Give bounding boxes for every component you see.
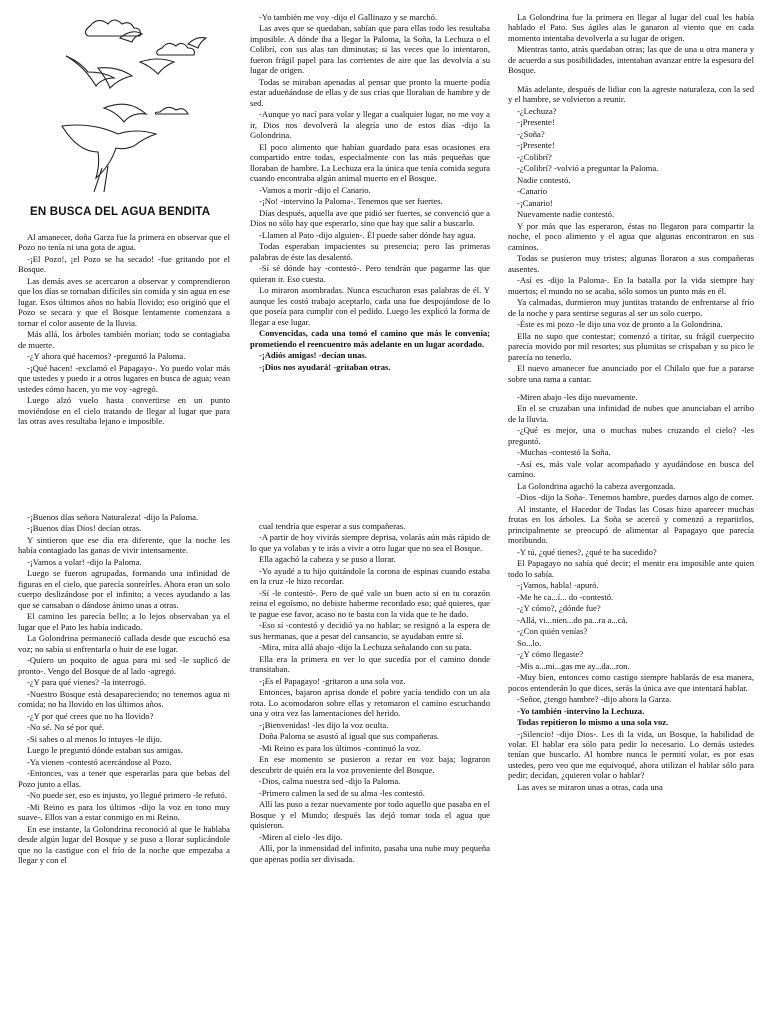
column-1-bottom-text [18, 512, 230, 1018]
paragraph: Luego se fueron agrupadas, formando una infinidad de figuras en el cielo, que parecía sonreírles. Ahora eran un solo cuerpo deslizándose por el infinito; a veces ayudando a las que se cansaban o dándose ánimo unas a otras. [18, 568, 230, 610]
paragraph: -¿Colibrí? -volvió a preguntar la Paloma. [517, 163, 659, 174]
paragraph: -Señor, ¿tengo hambre? -dijo ahora la Garza. [517, 694, 672, 705]
bird-shape [188, 38, 206, 48]
paragraph: -¿Lechuza? [517, 105, 557, 116]
paragraph: Ella era la primera en ver lo que sucedía por el camino donde transitaban. [250, 653, 490, 675]
paragraph: En ese instante, la Golondrina reconoció al que le hablaba desde algún lugar del Bosque y se puso a llorar suplicándole que no la castigue con el frío de la noche que empezaba a llegar y con el [18, 823, 230, 866]
paragraph: Convencidas, cada una tomó el camino que más le convenía; prometiendo el reencuentro más adelante en un lugar acordado. [250, 328, 490, 349]
paragraph: -¿Y ahora qué hacemos? -preguntó la Paloma. [27, 351, 186, 362]
paragraph: Luego le preguntó dónde estaban sus amigas. [27, 745, 183, 756]
paragraph: -Miren al cielo -les dijo. [259, 831, 343, 842]
paragraph: -Mis a...mi...gas me ay...da...ron. [517, 660, 630, 671]
paragraph: -¡No! -intervino la Paloma-. Tenemos que ser fuertes. [259, 196, 443, 207]
paragraph: -¿Soña? [517, 128, 545, 139]
paragraph: -Éste es mi pozo -le dijo una voz de pronto a la Golondrina. [517, 319, 723, 330]
paragraph: Ella agachó la cabeza y se puso a llorar. [259, 554, 396, 565]
paragraph: Doña Paloma se asustó al igual que sus compañeras. [259, 731, 440, 742]
paragraph: -¡Es el Papagayo! -gritaron a una sola voz. [259, 675, 406, 686]
paragraph: -Me he ca...í... do -contestó. [517, 591, 614, 602]
paragraph: -¡Silencio! -dijo Dios-. Les di la vida, un Bosque, la habilidad de volar. El hablar era sólo para pedir lo necesario. Lo demás ustedes tenían que buscarlo. Al hombre nunca le permití volar, es por esas ustedes, pero veo que me equivoqué, ahora utilizan el hablar sólo para pedir; decidan, ¿quieren volar o hablar? [508, 728, 754, 781]
paragraph: -¡Vamos a volar! -dijo la Paloma. [27, 556, 142, 567]
paragraph: -Ya vienen -contestó acercándose al Pozo. [27, 756, 172, 767]
paragraph: La Golondrina permaneció callada desde que escuchó esa voz; no sabía si enfrentarla o huir de ese lugar. [18, 633, 230, 654]
paragraph: -¡Dios nos ayudará! -gritaban otras. [259, 361, 391, 372]
cloud-shape [157, 43, 195, 55]
bird-shape [120, 32, 142, 42]
paragraph: Allí las puso a rezar nuevamente por todo aquello que pasaba en el Bosque y el Mundo; después las dejó tomar toda el agua que quisieron. [250, 799, 490, 831]
bird-shape [104, 104, 146, 122]
paragraph: Entonces, bajaron aprisa donde el pobre yacía tendido con un ala rota. Lo acomodaron sobre ellas y retomaron el camino escuchando una y otra vez las lamentaciones del herido. [250, 687, 490, 719]
column-1-top-text [18, 232, 230, 500]
paragraph: Allí, por la inmensidad del infinito, pasaba una nube muy pequeña que apenas podía ser divisada. [250, 843, 490, 864]
paragraph: Más allá, los árboles también morían; todo se contagiaba de muerte. [18, 329, 230, 350]
paragraph: -¡Presente! [517, 140, 555, 151]
paragraph: Ya calmadas, durmieron muy juntitas tratando de enfrentarse al frío de la noche y para sentirse seguras al ser un solo cuerpo. [508, 297, 754, 318]
paragraph: Más adelante, después de lidiar con la agreste naturaleza, con la sed y el hambre, se volvieron a reunir. [508, 83, 754, 105]
document-title: EN BUSCA DEL AGUA BENDITA [30, 206, 211, 218]
paragraph: -Miren abajo -les dijo nuevamente. [517, 391, 638, 402]
paragraph: -No sé. No sé por qué. [27, 722, 105, 733]
paragraph: -Si sabes o al menos lo intuyes -le dijo. [27, 733, 162, 744]
paragraph: -Yo también me voy -dijo el Gallinazo y se marchó. [259, 12, 438, 22]
paragraph: Mientras tanto, atrás quedaban otras; las que de una u otra manera y de acuerdo a sus posibilidades, intentaban avanzar entre la espesura del Bosque. [508, 44, 754, 76]
paragraph: cual tendría que esperar a sus compañeras. [259, 521, 406, 531]
paragraph: -Sí -le contestó-. Pero de qué vale un buen acto si en tu corazón reina el egoísmo, no debiste haberme recordado eso; qué quieres, que te pague ese favor, acaso no te basta con la vida que te he dado. [250, 587, 490, 619]
paragraph: -¿Con quién venías? [517, 626, 588, 637]
paragraph: -Nuestro Bosque está desapareciendo; no tenemos agua ni comida; no ha llovido en los últimos años. [18, 688, 230, 710]
paragraph: -Aunque yo nací para volar y llegar a cualquier lugar, no me voy a ir, Dios nos devolverá la alegría uno de estos días -dijo la Golondrina. [250, 109, 490, 141]
column-3-text [508, 12, 754, 1016]
column-2-bottom-text [250, 521, 490, 1016]
paragraph: -Yo ayudé a tu hijo quitándole la corona de espinas cuando estaba en la cruz -le hizo recordar. [250, 565, 490, 587]
paragraph: -Entonces, vas a tener que esperarlas para que bebas del Pozo junto a ellas. [18, 768, 230, 789]
paragraph: Las aves se miraron unas a otras, cada una [517, 781, 663, 792]
paragraph: Ella no supo que contestar; comenzó a tiritar, su frágil cuerpecito parecía movido por mil resortes; sus plumitas se crispaban y su pico le parecía no tenerlo. [508, 330, 754, 362]
heron-legs [94, 166, 108, 192]
paragraph: -Llamen al Pato -dijo alguien-. Él puede saber dónde hay agua. [259, 229, 476, 240]
paragraph: -Mi Reino es para los últimos -dijo la voz en tono muy suave-. Ellos van a estar conmigo en mi Reino. [18, 801, 230, 823]
paragraph: -Dios, calma nuestra sed -dijo la Paloma. [259, 776, 401, 787]
flying-birds-illustration [42, 8, 222, 198]
paragraph: Todas se pusieron muy tristes; algunas lloraron a sus compañeras ausentes. [508, 253, 754, 274]
paragraph: Todas se miraban apenadas al pensar que pronto la muerte podía estar adueñándose de ellas y de sus crías que lloraban de hambre y de sed. [250, 76, 490, 108]
paragraph: -Vamos a morir -dijo el Canario. [259, 184, 371, 195]
paragraph: -¿Y para qué vienes? -la interrogó. [27, 677, 146, 688]
paragraph: -Y tú, ¿qué tienes?, ¿qué te ha sucedido? [517, 546, 657, 557]
paragraph: En ese momento se pusieron a rezar en voz baja; lograron descubrir de quién era la voz proveniente del Bosque. [250, 754, 490, 775]
heron-shape [62, 125, 156, 178]
paragraph: -Primero calmen la sed de su alma -les contestó. [259, 787, 425, 798]
paragraph: La Golondrina agachó la cabeza avergonzada. [517, 480, 676, 491]
paragraph: Nadie contestó. [517, 174, 571, 185]
paragraph: -Eso sí -contestó y decidió ya no hablar; se resignó a la espera de sus hermanas, que a pesar del cansancio, se ayudaban entre sí. [250, 620, 490, 641]
paragraph: En el se cruzaban una infinidad de nubes que anunciaban el arribo de la lluvia. [508, 403, 754, 424]
paragraph: Todas esperaban impacientes su presencia; pero las primeras palabras de éste las desalentó. [250, 241, 490, 262]
paragraph: -¡Vamos, habla! -apuró. [517, 580, 599, 591]
paragraph: -¿Y cómo?, ¿dónde fue? [517, 603, 601, 614]
paragraph: Y sintieron que ese día era diferente, que la noche les había contagiado las ganas de vivir intensamente. [18, 534, 230, 556]
paragraph: -¡Buenos días señora Naturaleza! -dijo la Paloma. [27, 512, 199, 522]
paragraph: Las demás aves se acercaron a observar y comprendieron que los días se tornaban difíciles sin comida y sin agua en ese lugar. Esos últimos años no había llovido; eso originó que el Pozo se secara y que el Bosque lentamente comenzara a tornar el color ausente de la lluvia. [18, 275, 230, 328]
paragraph: -Canario [517, 186, 548, 197]
paragraph: -No puede ser, eso es injusto, yo llegué primero -le refutó. [27, 790, 227, 801]
paragraph: Días después, aquella ave que pidió ser fuertes, se convenció que a Dios no sólo hay que esperarlo, sino que hay que salir a buscarlo. [250, 207, 490, 229]
paragraph: Al instante, el Hacedor de Todas las Cosas hizo aparecer muchas frutas en los árboles. La Soña se acercó y comenzó a repartirlos, principalmente se preocupó de alimentar al Papagayo que parecía moribundo. [508, 503, 754, 546]
paragraph: El camino les parecía bello; a lo lejos observaban ya el lugar que el Pato les había indicado. [18, 611, 230, 632]
paragraph: Y por más que las esperaron, éstas no llegaron para compartir la noche, el poco alimento y el agua que algunas encontraron en sus caminos. [508, 220, 754, 252]
paragraph: -¿Colibrí? [517, 151, 552, 162]
paragraph: -Así es, más vale volar acompañado y ayudándose en busca del camino. [508, 458, 754, 480]
cloud-shape [156, 107, 189, 114]
paragraph: Al amanecer, doña Garza fue la primera en observar que el Pozo no tenía ni una gota de agua. [18, 232, 230, 253]
paragraph: -Mi Reino es para los últimos -continuó la voz. [259, 742, 422, 753]
paragraph: El nuevo amanecer fue anunciado por el Chilalo que fue a pararse sobre una rama a cantar. [508, 363, 754, 384]
paragraph: -Allá, vi...nien...do pa...ra a...cá. [517, 614, 628, 625]
paragraph: -¿Y cómo llegaste? [517, 649, 584, 660]
paragraph: -Dios -dijo la Soña-. Tenemos hambre, puedes darnos algo de comer. [517, 492, 754, 503]
paragraph: El poco alimento que habían guardado para esas ocasiones era compartido entre todas, especialmente con las más pequeñas que lloraban de hambre. La Lechuza era la única que tenía comida segura cuando encontraba algún animal muerto en el Bosque. [250, 141, 490, 184]
paragraph: El Papagayo no sabía qué decir; el mentir era imposible ante quien todo lo sabía. [508, 558, 754, 579]
paragraph: -¡Buenos días Dios! decían otras. [27, 523, 142, 534]
paragraph: -Mira, mira allá abajo -dijo la Lechuza señalando con su pata. [259, 642, 472, 653]
paragraph: Nuevamente nadie contestó. [517, 209, 615, 220]
paragraph: -Así es -dijo la Paloma-. En la batalla por la vida siempre hay muertos; el mundo no se acaba, sólo somos un punto más en él. [508, 275, 754, 296]
cloud-shape [85, 20, 140, 36]
paragraph: -Quiero un poquito de agua para mi sed -le suplicó de pronto-. Vengo del Bosque de al lado -agregó. [18, 655, 230, 676]
paragraph: -¡El Pozo!, ¡el Pozo se ha secado! -fue gritando por el Bosque. [18, 253, 230, 275]
paragraph: -¡Canario! [517, 197, 553, 208]
paragraph: -A partir de hoy vivirás siempre deprisa, volarás aún más rápido de lo que ya volabas y te irás a vivir a otro lugar que no sea el Bosque. [250, 532, 490, 553]
paragraph: -¿Y por qué crees que no ha llovido? [27, 710, 154, 721]
paragraph: -¡Adiós amigas! -decían unas. [259, 350, 367, 361]
paragraph: -Sí sé dónde hay -contestó-. Pero tendrán que pagarme las que quieran ir. Eso cuesta. [250, 263, 490, 284]
paragraph: Las aves que se quedaban, sabían que para ellas todo les resultaba imposible. A dónde iba a llegar la Paloma, la Soña, la Lechuza o el Colibrí, con sus alas tan diminutas; si las veces que lo intentaron, fueron frágil papel para las corrientes de aire que las devolvía a su lugar de origen. [250, 23, 490, 76]
bird-shape [140, 59, 174, 74]
paragraph: -Yo también -intervino la Lechuza. [517, 705, 645, 716]
paragraph: Luego alzó vuelo hasta convertirse en un punto moviéndose en el cielo tratando de llegar al lugar que para las otras aves resultaba lejano e imposible. [18, 395, 230, 427]
column-2-top-text [250, 12, 490, 512]
paragraph: -¿Qué es mejor, una o muchas nubes cruzando el cielo? -les preguntó. [508, 425, 754, 446]
paragraph: -Muchas -contestó la Soña. [517, 447, 611, 458]
paragraph: -¡Qué hacen! -exclamó el Papagayo-. Yo puedo volar más que ustedes y puedo ir a otros lugares en busca de agua; vean ustedes cómo hacen, yo me voy -agregó. [18, 362, 230, 394]
paragraph: Todas repitieron lo mismo a una sola voz. [517, 717, 669, 728]
paragraph: La Golondrina fue la primera en llegar al lugar del cual les había hablado el Pato. Sus ágiles alas le ganaron al viento que en cada momento intentaba devolverla a su lugar de origen. [508, 12, 754, 43]
paragraph: Lo miraron asombradas. Nunca escucharon esas palabras de él. Y aunque les costó trabajo aceptarlo, cada una fue despojándose de lo que poseía para cumplir con el pedido. Luego les explicó la forma de llegar a ese lugar. [250, 285, 490, 327]
paragraph: -Muy bien, entonces como castigo siempre hablarás de esa manera, pocos entenderán lo que dices, serás la única ave que intentará hablar. [508, 672, 754, 693]
bird-shape [98, 68, 132, 88]
paragraph: -¡Bienvenidas! -les dijo la voz oculta. [259, 719, 389, 730]
paragraph: -¡Presente! [517, 117, 555, 128]
paragraph: So...lo. [517, 637, 542, 648]
